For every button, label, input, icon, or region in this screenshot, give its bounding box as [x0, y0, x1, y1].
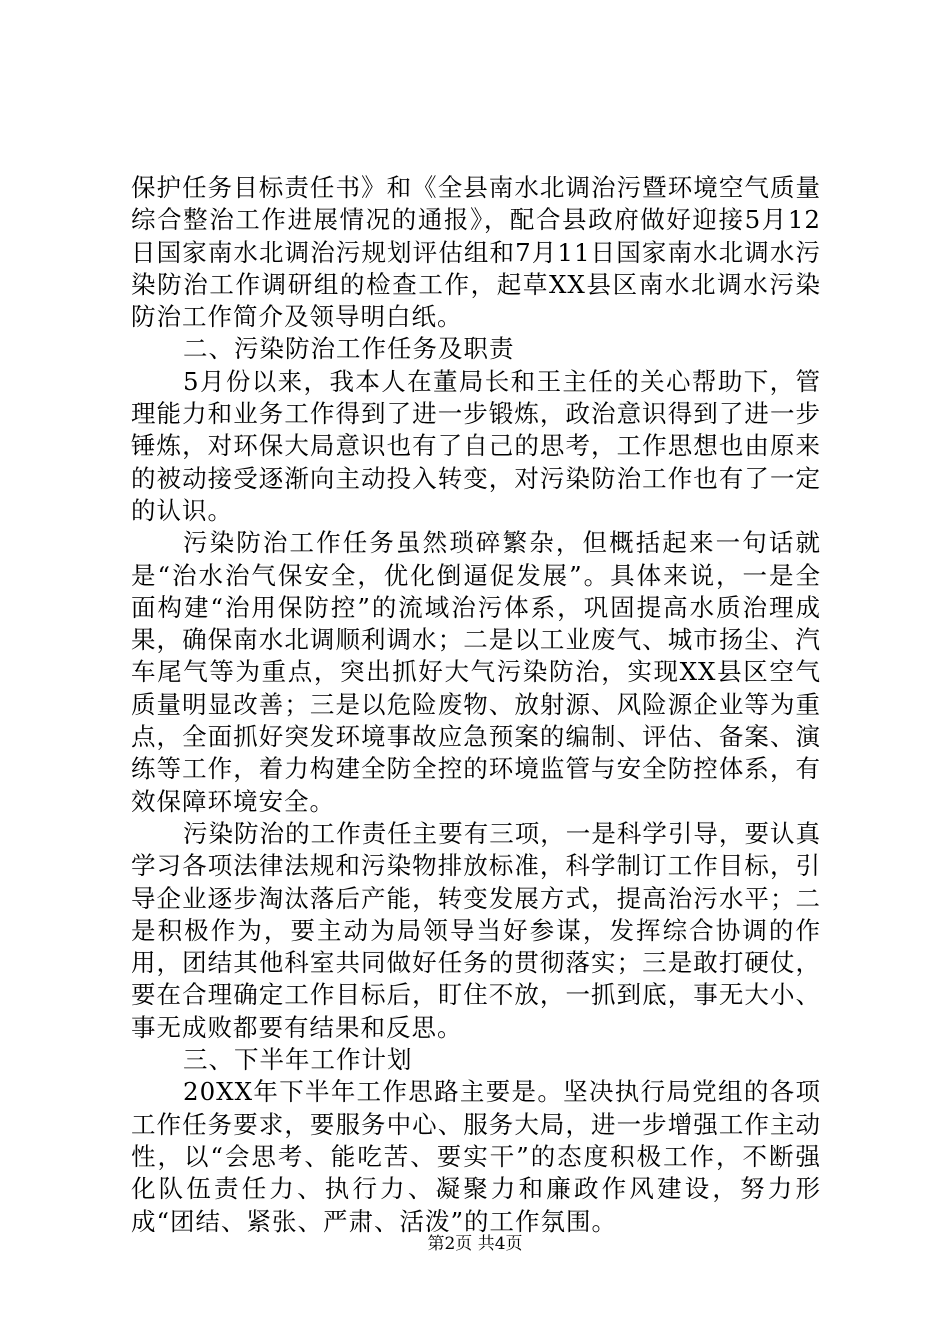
paragraph: 污染防治工作任务虽然琐碎繁杂，但概括起来一句话就是“治水治气保安全，优化倒逼促发展”。具体来说，一是全面构建“治用保防控”的流域治污体系，巩固提高水质治理成果，确保南水北调顺利调水；二是以工业废气、城市扬尘、汽车尾气等为重点，突出抓好大气污染防治，实现XX县区空气质量明显改善；三是以危险废物、放射源、风险源企业等为重点，全面抓好突发环境事故应急预案的编制、评估、备案、演练等工作，着力构建全防全控的环境监管与安全防控体系，有效保障环境安全。: [131, 528, 821, 816]
paragraph: 污染防治的工作责任主要有三项，一是科学引导，要认真学习各项法律法规和污染物排放标准，科学制订工作目标，引导企业逐步淘汰落后产能，转变发展方式，提高治污水平；二是积极作为，要主动为局领导当好参谋，发挥综合协调的作用，团结其他科室共同做好任务的贯彻落实；三是敢打硬仗，要在合理确定工作目标后，盯住不放，一抓到底，事无大小、事无成败都要有结果和反思。: [131, 818, 821, 1042]
page-number-footer: 第2页 共4页: [427, 1234, 523, 1254]
section-heading-3: 三、下半年工作计划: [183, 1045, 413, 1075]
document-body: [131, 172, 821, 1238]
paragraph: 20XX年下半年工作思路主要是。坚决执行局党组的各项工作任务要求，要服务中心、服务大局，进一步增强工作主动性，以“会思考、能吃苦、要实干”的态度积极工作，不断强化队伍责任力、执行力、凝聚力和廉政作风建设，努力形成“团结、紧张、严肃、活泼”的工作氛围。: [131, 1077, 821, 1236]
section-heading-2: 二、污染防治工作任务及职责: [183, 334, 515, 364]
paragraph-continued: 保护任务目标责任书》和《全县南水北调治污暨环境空气质量综合整治工作进展情况的通报》，配合县政府做好迎接5月12日国家南水北调治污规划评估组和7月11日国家南水北调水污染防治工作调研组的检查工作，起草XX县区南水北调水污染防治工作简介及领导明白纸。: [131, 173, 821, 332]
paragraph: 5月份以来，我本人在董局长和王主任的关心帮助下，管理能力和业务工作得到了进一步锻炼，政治意识得到了进一步锤炼，对环保大局意识也有了自己的思考，工作思想也由原来的被动接受逐渐向主动投入转变，对污染防治工作也有了一定的认识。: [131, 366, 821, 525]
